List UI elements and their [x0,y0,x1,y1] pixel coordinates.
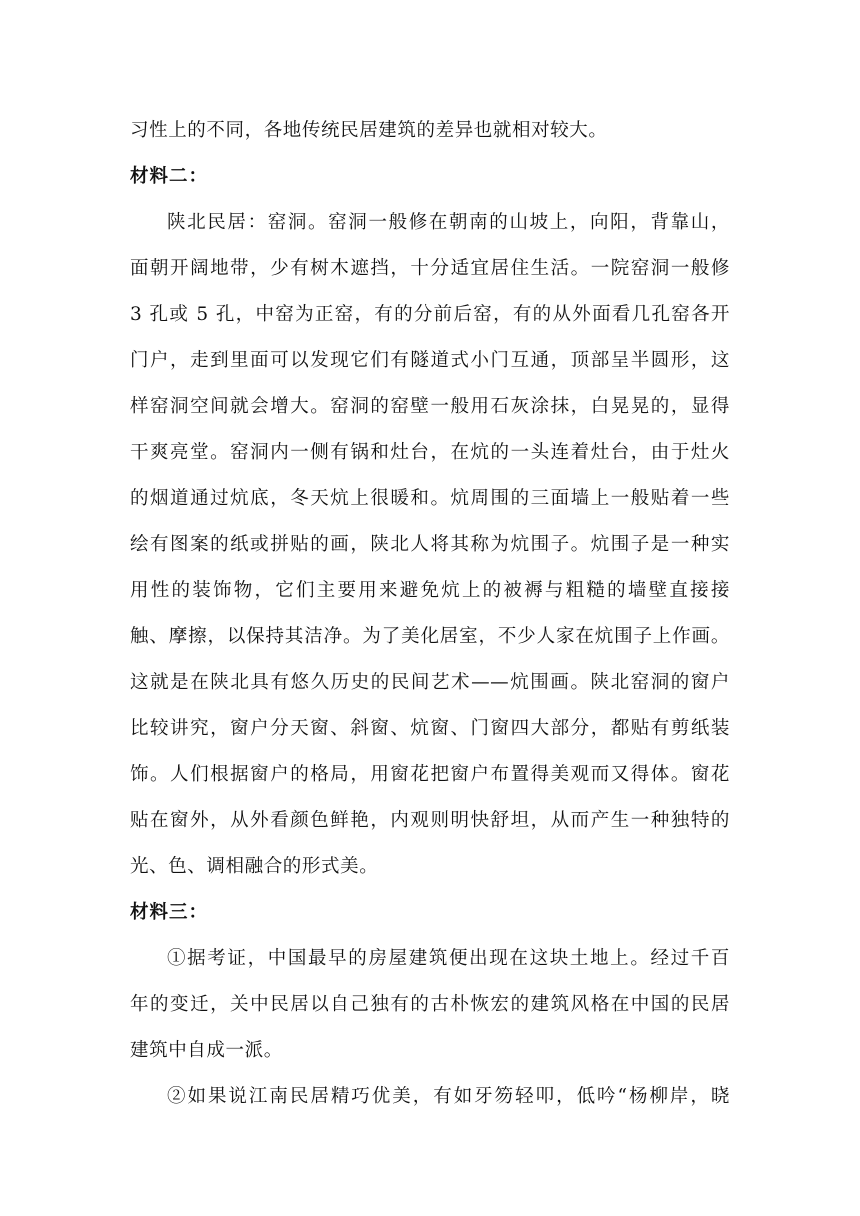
material2-line-13: 饰。人们根据窗户的格局，用窗花把窗户布置得美观而又得体。窗花 [130,764,730,785]
material2-line-8: 绘有图案的纸或拼贴的画，陕北人将其称为炕围子。炕围子是一种实 [130,534,730,555]
material2-line-11: 这就是在陕北具有悠久历史的民间艺术——炕围画。陕北窑洞的窗户 [130,672,730,693]
intro-line: 习性上的不同，各地传统民居建筑的差异也就相对较大。 [130,120,608,141]
material2-line-7: 的烟道通过炕底，冬天炕上很暖和。炕周围的三面墙上一般贴着一些 [130,488,730,509]
material2-line-15: 光、色、调相融合的形式美。 [130,856,379,877]
material2-heading: 材料二： [130,166,209,187]
material3-para1-line-1: ①据考证，中国最早的房屋建筑便出现在这块土地上。经过千百 [167,948,730,969]
material3-para1-line-3: 建筑中自成一派。 [130,1040,283,1061]
material2-line-6: 干爽亮堂。窑洞内一侧有锅和灶台，在炕的一头连着灶台，由于灶火 [130,442,730,463]
material3-para2-line-1: ②如果说江南民居精巧优美，有如牙笏轻叩，低吟“杨柳岸，晓 [167,1086,730,1107]
material2-line-2: 面朝开阔地带，少有树木遮挡，十分适宜居住生活。一院窑洞一般修 [130,258,730,279]
material2-line-5: 样窑洞空间就会增大。窑洞的窑壁一般用石灰涂抹，白晃晃的，显得 [130,396,730,417]
material2-line-14: 贴在窗外，从外看颜色鲜艳，内观则明快舒坦，从而产生一种独特的 [130,810,730,831]
material2-line-3: 3 孔或 5 孔，中窑为正窑，有的分前后窑，有的从外面看几孔窑各开 [130,304,730,325]
material2-line-9: 用性的装饰物，它们主要用来避免炕上的被褥与粗糙的墙壁直接接 [130,580,730,601]
material2-line-12: 比较讲究，窗户分天窗、斜窗、炕窗、门窗四大部分，都贴有剪纸装 [130,718,730,739]
material3-para1-line-2: 年的变迁，关中民居以自己独有的古朴恢宏的建筑风格在中国的民居 [130,994,730,1015]
material3-heading: 材料三： [130,902,209,923]
material2-line-4: 门户，走到里面可以发现它们有隧道式小门互通，顶部呈半圆形，这 [130,350,730,371]
material2-line-10: 触、摩擦，以保持其洁净。为了美化居室，不少人家在炕围子上作画。 [130,626,730,647]
material2-line-1: 陕北民居：窑洞。窑洞一般修在朝南的山坡上，向阳，背靠山， [167,212,730,233]
